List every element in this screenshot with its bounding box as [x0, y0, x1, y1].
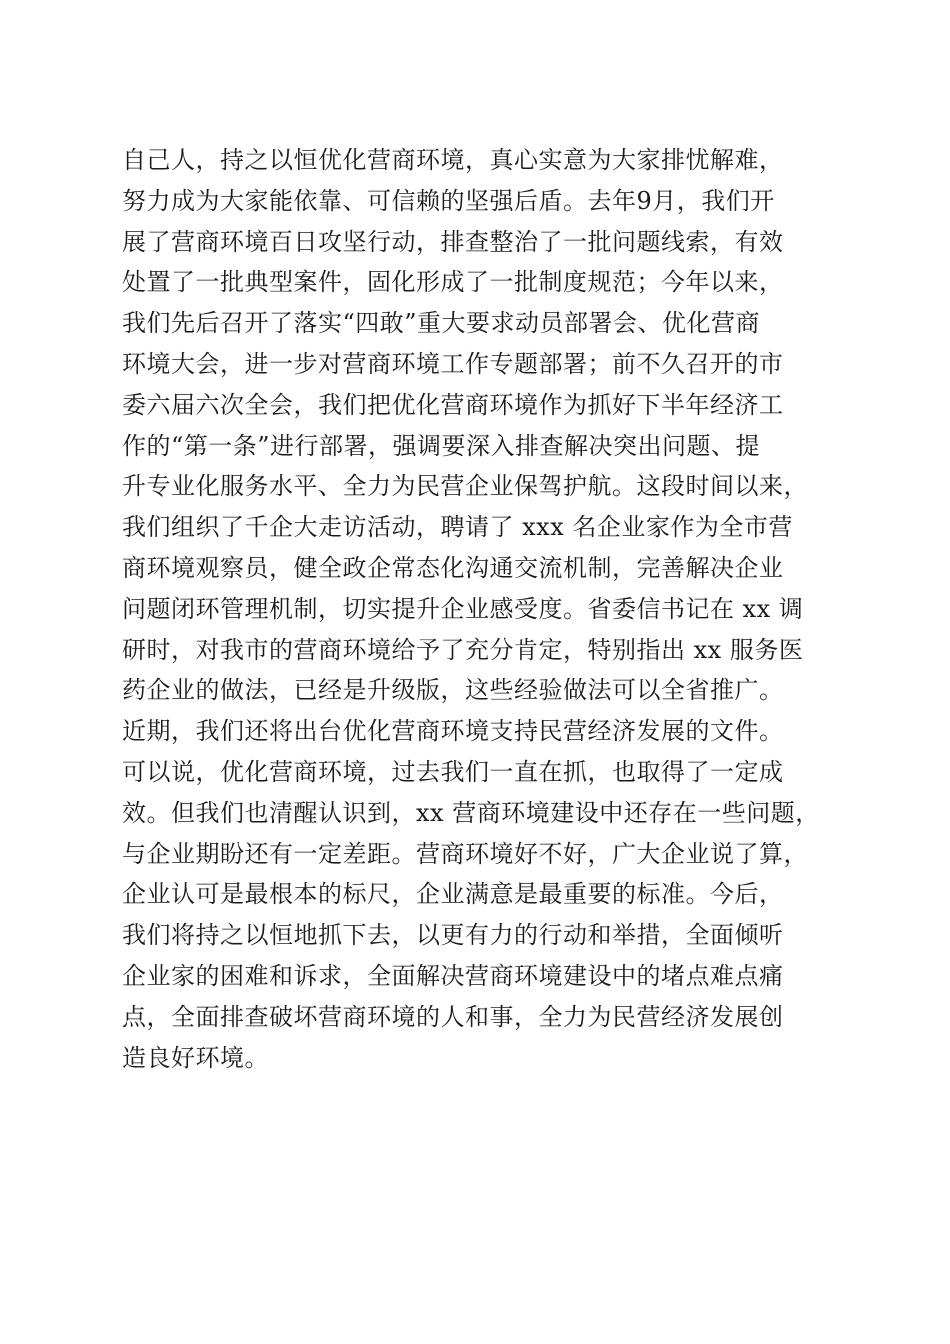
- text-line: 作的“第一条”进行部署，强调要深入排查解决突出问题、提: [122, 431, 761, 460]
- text-line: 问题闭环管理机制，切实提升企业感受度。省委信书记在 xx 调: [122, 594, 804, 623]
- text-line: 环境大会，进一步对营商环境工作专题部署；前不久召开的市: [122, 349, 784, 378]
- text-line: 升专业化服务水平、全力为民营企业保驾护航。这段时间以来，: [122, 472, 808, 501]
- text-line: 可以说，优化营商环境，过去我们一直在抓，也取得了一定成: [122, 757, 784, 786]
- text-line: 我们组织了千企大走访活动，聘请了 xxx 名企业家作为全市营: [122, 513, 793, 542]
- text-line: 处置了一批典型案件，固化形成了一批制度规范；今年以来，: [122, 268, 784, 297]
- text-line: 展了营商环境百日攻坚行动，排查整治了一批问题线索，有效: [122, 227, 784, 256]
- text-line: 努力成为大家能依靠、可信赖的坚强后盾。去年9月，我们开: [122, 186, 775, 215]
- text-line: 自己人，持之以恒优化营商环境，真心实意为大家排忧解难，: [122, 146, 784, 174]
- text-line: 造良好环境。: [122, 1043, 269, 1072]
- text-line: 商环境观察员，健全政企常态化沟通交流机制，完善解决企业: [122, 553, 784, 582]
- text-line: 效。但我们也清醒认识到，xx 营商环境建设中还存在一些问题，: [122, 798, 820, 827]
- text-line: 委六届六次全会，我们把优化营商环境作为抓好下半年经济工: [122, 390, 784, 419]
- text-line: 企业家的困难和诉求，全面解决营商环境建设中的堵点难点痛: [122, 961, 784, 990]
- text-line: 近期，我们还将出台优化营商环境支持民营经济发展的文件。: [122, 717, 784, 746]
- text-line: 企业认可是最根本的标尺，企业满意是最重要的标准。今后，: [122, 880, 784, 909]
- text-line: 我们先后召开了落实“四敢”重大要求动员部署会、优化营商: [122, 309, 761, 338]
- body-paragraph: [122, 140, 842, 1078]
- text-line: 我们将持之以恒地抓下去，以更有力的行动和举措，全面倾听: [122, 921, 784, 950]
- text-line: 药企业的做法，已经是升级版，这些经验做法可以全省推广。: [122, 676, 784, 705]
- text-line: 与企业期盼还有一定差距。营商环境好不好，广大企业说了算，: [122, 839, 808, 868]
- text-line: 点，全面排查破坏营商环境的人和事，全力为民营经济发展创: [122, 1002, 784, 1031]
- text-line: 研时，对我市的营商环境给予了充分肯定，特别指出 xx 服务医: [122, 635, 804, 664]
